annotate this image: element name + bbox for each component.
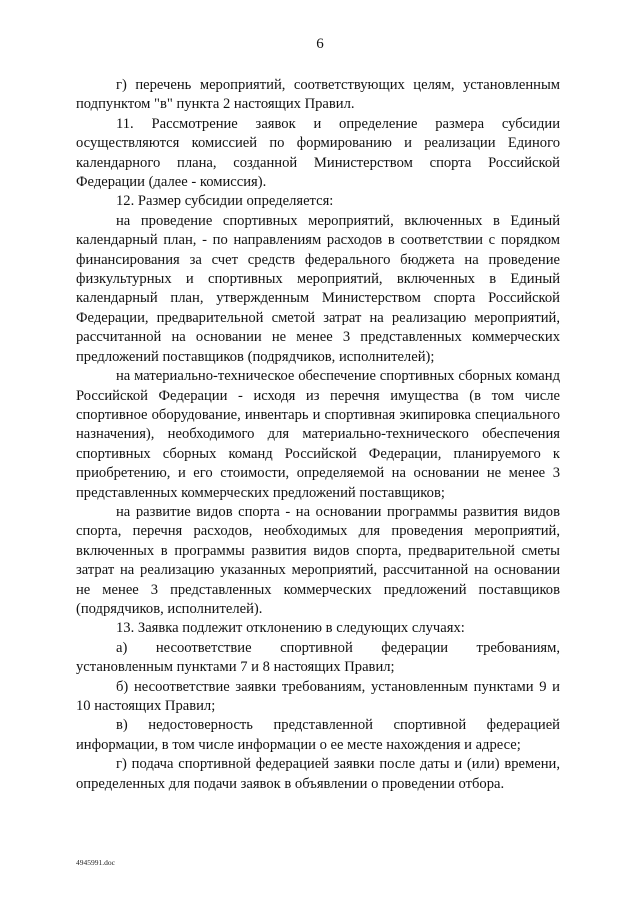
paragraph-12: 12. Размер субсидии определяется: — [116, 193, 334, 210]
paragraph-12-equipment: на материально-техническое обеспечение спортивных сборных команд Российской Федерации - исходя из перечня имущества (в том числе спортивное оборудование, инвентарь и спортивная экипировка специального назначения), необходимого для материально-технического обеспечения спортивных сборных команд Российской Федерации, планируемого к приобретению, и его стоимости, определяемой на основании не менее 3 представленных коммерческих предложений поставщиков; — [76, 368, 560, 501]
paragraph-item-g: г) перечень мероприятий, соответствующих целям, установленным подпунктом "в" пункта 2 настоящих Правил. — [76, 77, 560, 113]
paragraph-13-b: б) несоответствие заявки требованиям, установленным пунктами 9 и 10 настоящих Правил; — [76, 678, 560, 714]
paragraph-13-v: в) недостоверность представленной спортивной федерацией информации, в том числе информации о ее месте нахождения и адресе; — [76, 717, 560, 753]
page-number: 6 — [316, 36, 324, 52]
paragraph-12-development: на развитие видов спорта - на основании программы развития видов спорта, перечня расходов, необходимых для проведения мероприятий, включенных в программы развития видов спорта, предварительной сметы затрат на реализацию указанных мероприятий, рассчитанной на основании не менее 3 представленных коммерческих предложений поставщиков (подрядчиков, исполнителей). — [76, 503, 560, 617]
paragraph-13: 13. Заявка подлежит отклонению в следующих случаях: — [116, 620, 465, 637]
footer-filename: 4945991.doc — [76, 858, 115, 867]
paragraph-11: 11. Рассмотрение заявок и определение размера субсидии осуществляются комиссией по формированию и реализации Единого календарного плана, созданной Министерством спорта Российской Федерации (далее - комиссия). — [76, 115, 560, 191]
paragraph-13-g: г) подача спортивной федерацией заявки после даты и (или) времени, определенных для подачи заявок в объявлении о проведении отбора. — [76, 756, 560, 792]
document-body — [76, 76, 560, 794]
paragraph-12-events: на проведение спортивных мероприятий, включенных в Единый календарный план, - по направлениям расходов в соответствии с порядком финансирования за счет средств федерального бюджета на проведение физкультурных и спортивных мероприятий, включенных в Единый календарный план, утвержденным Министерством спорта Российской Федерации, предварительной сметой затрат на реализацию мероприятий, рассчитанной на основании не менее 3 представленных коммерческих предложений поставщиков (подрядчиков, исполнителей); — [76, 212, 560, 365]
paragraph-13-a: а) несоответствие спортивной федерации требованиям, установленным пунктами 7 и 8 настоящих Правил; — [76, 639, 560, 676]
